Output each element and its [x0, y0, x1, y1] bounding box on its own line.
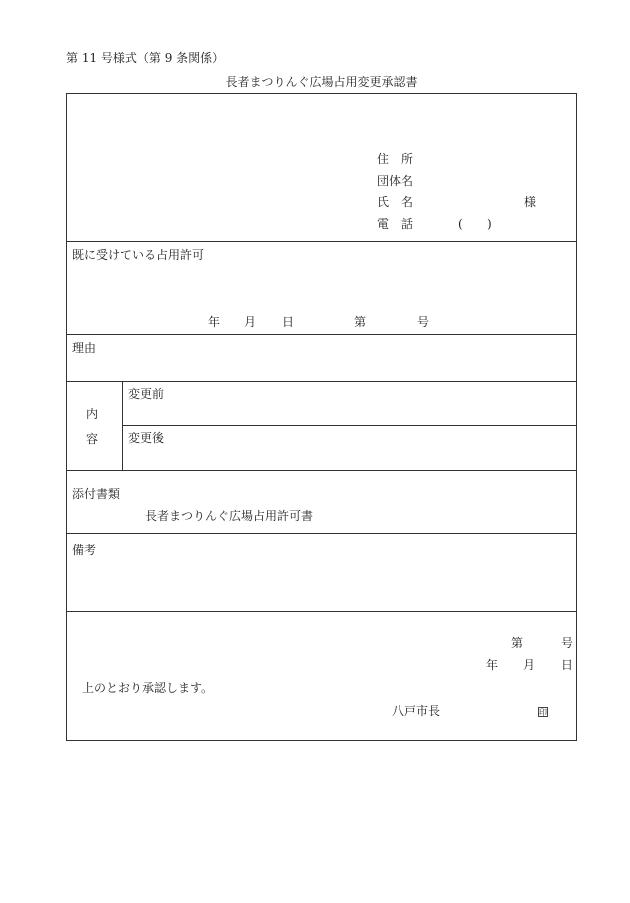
approval-day: 日: [561, 658, 574, 672]
form-number: 第 11 号様式（第 9 条関係）: [66, 51, 225, 65]
honorific-sama: 様: [524, 195, 537, 209]
remarks-label: 備考: [72, 543, 97, 557]
seal-icon: [538, 704, 548, 718]
approval-statement: 上のとおり承認します。: [82, 681, 214, 695]
reason-label: 理由: [72, 341, 97, 355]
divider-reason: [67, 381, 576, 382]
approval-number-suffix: 号: [561, 636, 574, 650]
before-change-label: 変更前: [128, 387, 165, 401]
permit-year: 年: [208, 315, 221, 329]
approval-number-prefix: 第: [511, 636, 524, 650]
phone-paren-close: ): [487, 217, 492, 231]
divider-attachments: [67, 533, 576, 534]
divider-remarks: [67, 611, 576, 612]
divider-applicant: [67, 241, 576, 242]
permit-number-suffix: 号: [417, 315, 430, 329]
phone-paren-open: (: [458, 217, 463, 231]
address-label: 住 所: [377, 152, 414, 166]
divider-content: [67, 470, 576, 471]
issuer-title: 八戸市長: [392, 704, 441, 718]
content-label-bottom: 容: [86, 432, 99, 446]
group-name-label: 団体名: [377, 174, 414, 188]
approval-year: 年: [486, 658, 499, 672]
attachment-item: 長者まつりんぐ広場占用許可書: [145, 509, 314, 523]
phone-label: 電 話: [377, 217, 414, 231]
permit-number-prefix: 第: [354, 315, 367, 329]
document-title: 長者まつりんぐ広場占用変更承認書: [225, 75, 418, 89]
after-change-label: 変更後: [128, 431, 165, 445]
permit-day: 日: [282, 315, 295, 329]
seal-mark: 印: [539, 708, 547, 717]
approval-month: 月: [523, 658, 536, 672]
form-table: [66, 93, 577, 741]
existing-permit-label: 既に受けている占用許可: [72, 248, 205, 262]
name-label: 氏 名: [377, 195, 414, 209]
divider-permit: [67, 334, 576, 335]
content-label-top: 内: [86, 407, 99, 421]
permit-month: 月: [244, 315, 257, 329]
divider-before-after: [122, 425, 576, 426]
attachments-label: 添付書類: [72, 487, 121, 501]
